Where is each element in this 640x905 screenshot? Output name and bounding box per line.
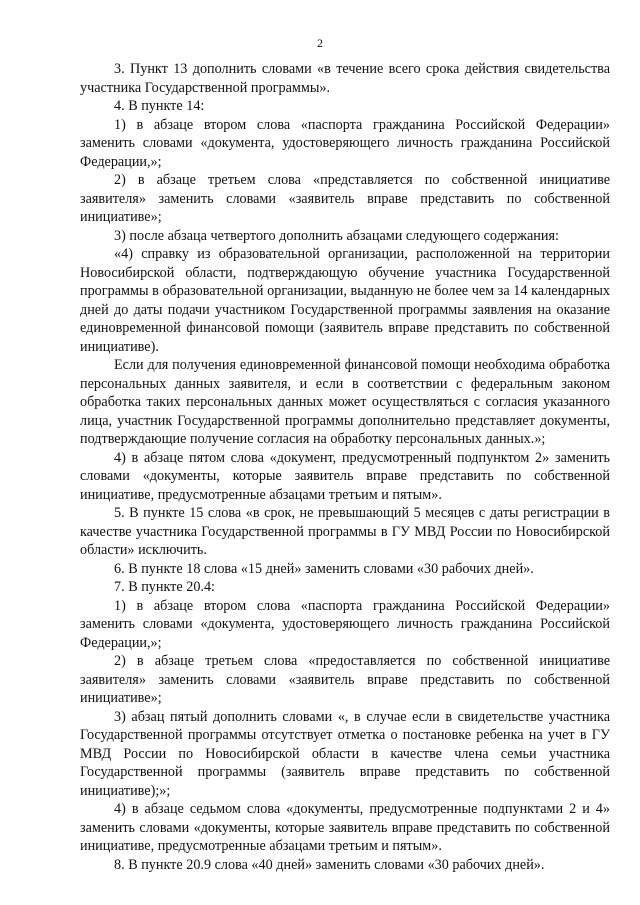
page-number: 2 <box>317 36 323 50</box>
paragraph-item-6: 6. В пункте 18 слова «15 дней» заменить словами «30 рабочих дней». <box>114 560 534 577</box>
paragraph-subitem-4-2: 2) в абзаце третьем слова «представляется по собственной инициативе заявителя» заменить словами «заявитель вправе представить по собственной инициативе»; <box>80 172 610 225</box>
paragraph-quoted-consent: Если для получения единовременной финансовой помощи необходима обработка персональных данных заявителя, и если в соответствии с федеральным законом обработка таких персональных данных может осуществляться с согласия указанного лица, участник Государственной программы дополнительно представляет документы, подтверждающие получение согласия на обработку персональных данных.»; <box>80 357 610 447</box>
paragraph-subitem-7-1: 1) в абзаце втором слова «паспорта гражданина Российской Федерации» заменить словами «документа, удостоверяющего личность гражданина Российской Федерации,»; <box>80 597 610 651</box>
paragraph-subitem-7-3: 3) абзац пятый дополнить словами «, в случае если в свидетельстве участника Государственной программы отсутствует отметка о постановке ребенка на учет в ГУ МВД России по Новосибирской области в качестве члена семьи участника Государственной программы (заявитель вправе представить по собственной инициативе);»; <box>80 708 610 799</box>
paragraph-item-5: 5. В пункте 15 слова «в срок, не превышающий 5 месяцев с даты регистрации в качестве участника Государственной программы в ГУ МВД России по Новосибирской области» исключить. <box>80 505 610 558</box>
document-body <box>80 60 610 874</box>
paragraph-item-7-heading: 7. В пункте 20.4: <box>114 579 215 595</box>
paragraph-item-8: 8. В пункте 20.9 слова «40 дней» заменить словами «30 рабочих дней». <box>114 856 545 873</box>
paragraph-subitem-7-2: 2) в абзаце третьем слова «предоставляется по собственной инициативе заявителя» заменить словами «заявитель вправе представить по собственной инициативе»; <box>80 653 610 706</box>
paragraph-subitem-4-3: 3) после абзаца четвертого дополнить абзацами следующего содержания: <box>114 227 559 244</box>
paragraph-item-4-heading: 4. В пункте 14: <box>114 98 205 114</box>
paragraph-item-3: 3. Пункт 13 дополнить словами «в течение всего срока действия свидетельства участника Государственной программы». <box>80 61 610 96</box>
paragraph-quoted-subitem-4: «4) справку из образовательной организации, расположенной на территории Новосибирской области, подтверждающую обучение участника Государственной программы в образовательной организации, выданную не более чем за 14 календарных дней до даты подачи участником Государственной программы заявления на оказание единовременной финансовой помощи (заявитель вправе представить по собственной инициативе). <box>80 246 610 355</box>
paragraph-subitem-4-1: 1) в абзаце втором слова «паспорта гражданина Российской Федерации» заменить словами «документа, удостоверяющего личность гражданина Российской Федерации,»; <box>80 116 610 170</box>
paragraph-subitem-4-4: 4) в абзаце пятом слова «документ, предусмотренный подпунктом 2» заменить словами «документы, которые заявитель вправе представить по собственной инициативе, предусмотренные абзацами третьим и пятым». <box>80 449 610 503</box>
paragraph-subitem-7-4: 4) в абзаце седьмом слова «документы, предусмотренные подпунктами 2 и 4» заменить словами «документы, которые заявитель вправе представить по собственной инициативе, предусмотренные абзацами третьим и пятым». <box>80 801 610 854</box>
